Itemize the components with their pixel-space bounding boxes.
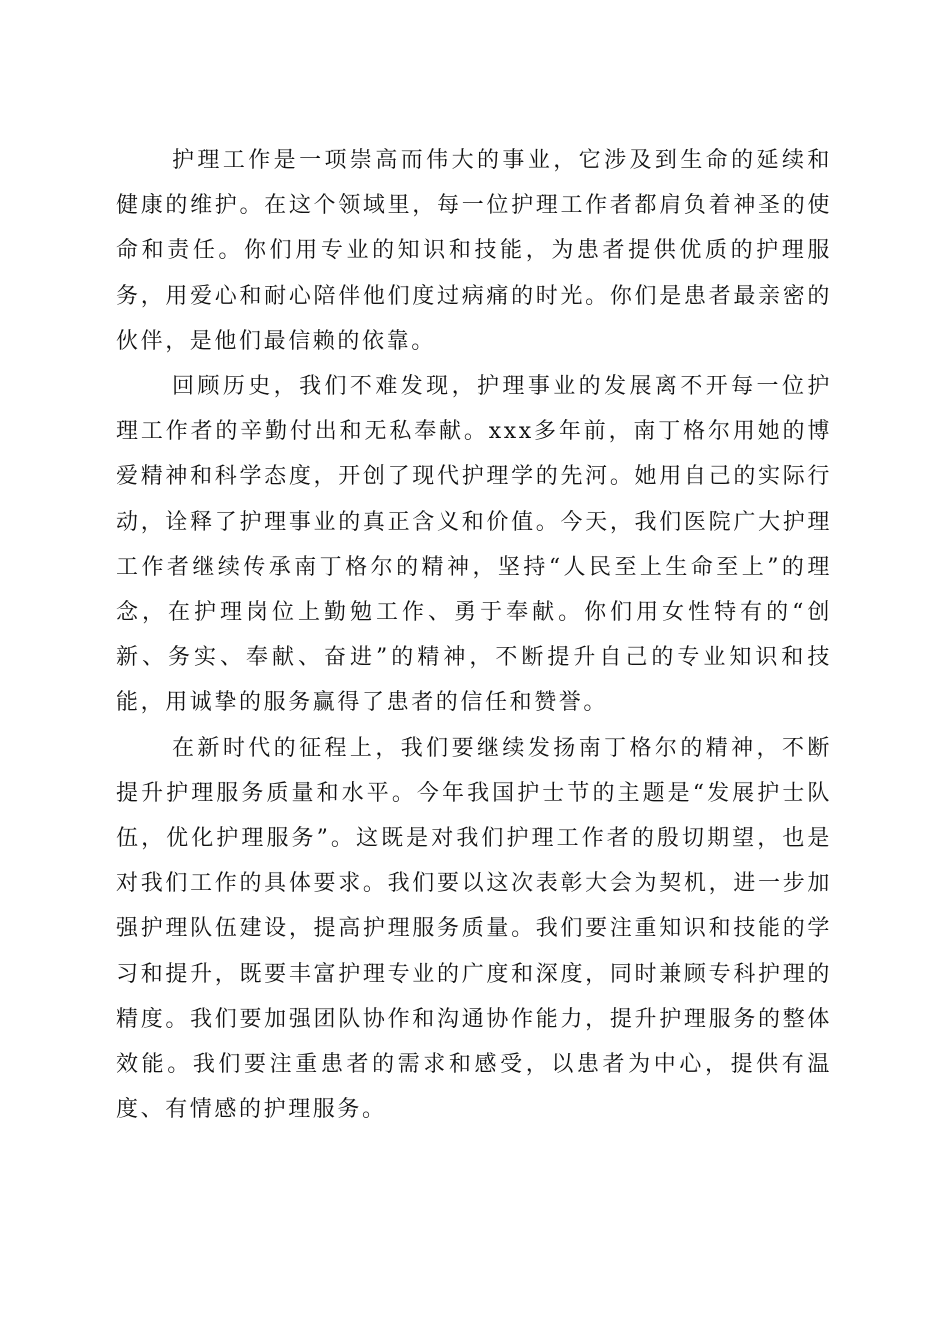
document-body xyxy=(116,138,832,1132)
paragraph-3: 在新时代的征程上，我们要继续发扬南丁格尔的精神，不断提升护理服务质量和水平。今年我国护士节的主题是“发展护士队伍，优化护理服务”。这既是对我们护理工作者的殷切期望，也是对我们工作的具体要求。我们要以这次表彰大会为契机，进一步加强护理队伍建设，提高护理服务质量。我们要注重知识和技能的学习和提升，既要丰富护理专业的广度和深度，同时兼顾专科护理的精度。我们要加强团队协作和沟通协作能力，提升护理服务的整体效能。我们要注重患者的需求和感受，以患者为中心，提供有温度、有情感的护理服务。 xyxy=(116,735,832,1123)
paragraph-1: 护理工作是一项崇高而伟大的事业，它涉及到生命的延续和健康的维护。在这个领域里，每一位护理工作者都肩负着神圣的使命和责任。你们用专业的知识和技能，为患者提供优质的护理服务，用爱心和耐心陪伴他们度过病痛的时光。你们是患者最亲密的伙伴，是他们最信赖的依靠。 xyxy=(116,148,832,354)
paragraph-2: 回顾历史，我们不难发现，护理事业的发展离不开每一位护理工作者的辛勤付出和无私奉献。xxx多年前，南丁格尔用她的博爱精神和科学态度，开创了现代护理学的先河。她用自己的实际行动，诠释了护理事业的真正含义和价值。今天，我们医院广大护理工作者继续传承南丁格尔的精神，坚持“人民至上生命至上”的理念，在护理岗位上勤勉工作、勇于奉献。你们用女性特有的“创新、务实、奉献、奋进”的精神，不断提升自己的专业知识和技能，用诚挚的服务赢得了患者的信任和赞誉。 xyxy=(116,374,832,716)
